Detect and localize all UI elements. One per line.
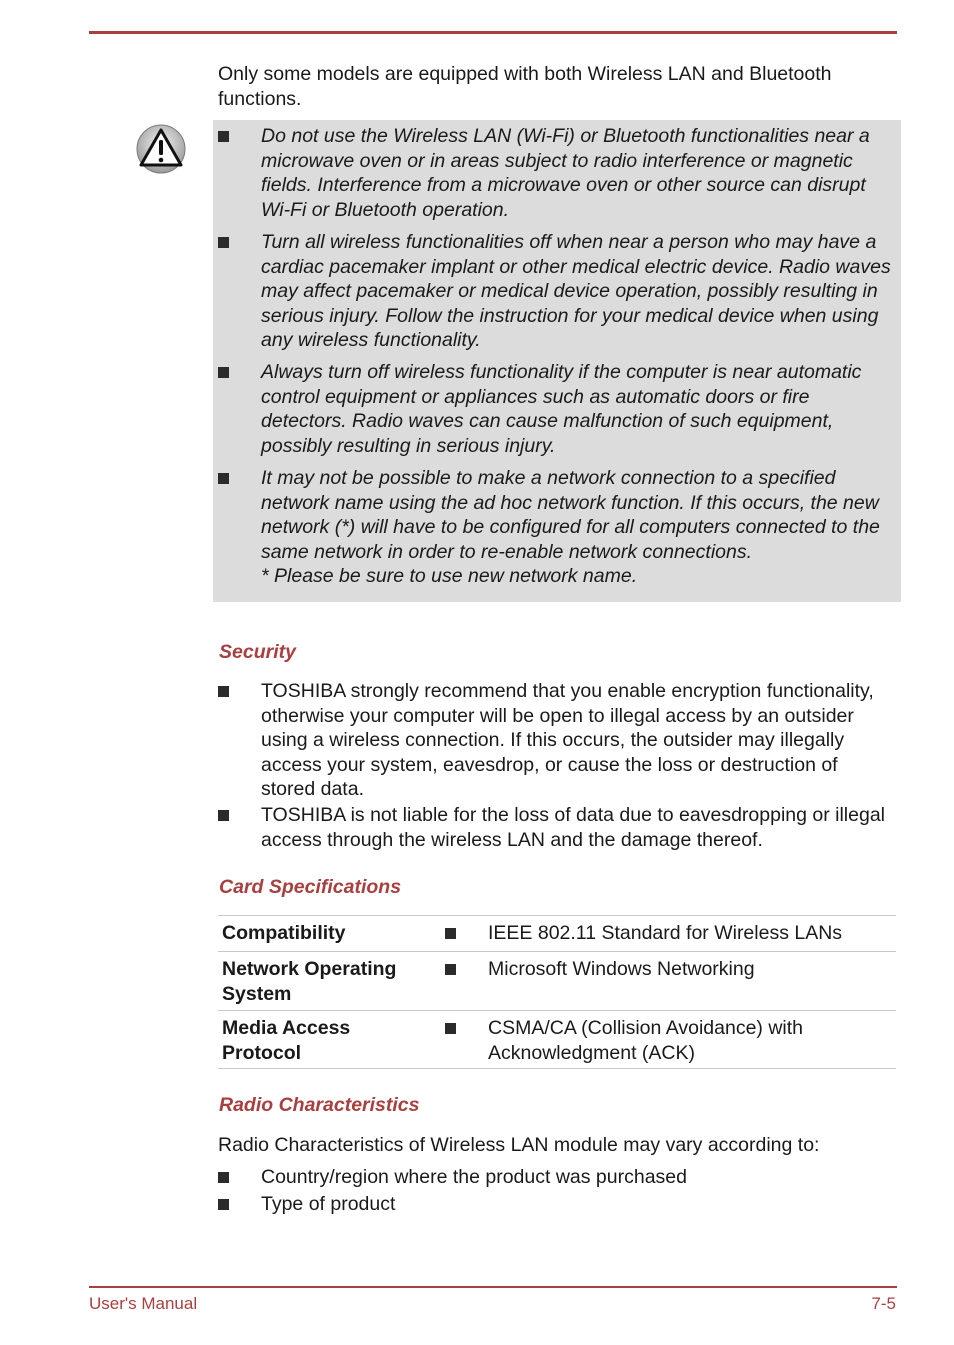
radio-characteristics-heading: Radio Characteristics xyxy=(219,1094,420,1116)
security-heading: Security xyxy=(219,641,296,663)
table-row xyxy=(218,951,896,1010)
card-specifications-table xyxy=(218,915,896,1069)
spec-value: CSMA/CA (Collision Avoidance) with Acknowledgment (ACK) xyxy=(488,1016,888,1065)
warning-item: Turn all wireless functionalities off when near a person who may have a cardiac pacemaker implant or other medical electric device. Radio waves may affect pacemaker or medical device operation, possibly resulting in serious injury. Follow the instruction for your medical device when using any wireless functionality. xyxy=(261,230,897,353)
bullet-square-icon xyxy=(218,1172,229,1183)
warning-item: It may not be possible to make a network connection to a specified network name using the ad hoc network function. If this occurs, the new network (*) will have to be configured for all computers connected to the same network in order to re-enable network connections. * Please be sure to use new network name. xyxy=(261,466,897,589)
radio-item: Type of product xyxy=(261,1192,897,1217)
spec-value: IEEE 802.11 Standard for Wireless LANs xyxy=(488,921,888,946)
bullet-square-icon xyxy=(218,367,229,378)
warning-item: Do not use the Wireless LAN (Wi-Fi) or Bluetooth functionalities near a microwave oven or in areas subject to radio interference or magnetic fields. Interference from a microwave oven or other source can disrupt Wi-Fi or Bluetooth operation. xyxy=(261,124,897,222)
footer-rule xyxy=(89,1286,897,1288)
bullet-square-icon xyxy=(218,686,229,697)
table-row xyxy=(218,915,896,951)
spec-key: Compatibility xyxy=(222,922,346,944)
header-rule xyxy=(89,31,897,34)
security-item: TOSHIBA strongly recommend that you enable encryption functionality, otherwise your computer will be open to illegal access by an outsider using a wireless connection. If this occurs, the outsider may illegally access your system, eavesdrop, or cause the loss or destruction of stored data. xyxy=(261,679,897,802)
bullet-square-icon xyxy=(445,964,456,975)
spec-value: Microsoft Windows Networking xyxy=(488,957,888,982)
radio-item: Country/region where the product was purchased xyxy=(261,1165,897,1190)
table-row xyxy=(218,1010,896,1069)
spec-key: Media Access Protocol xyxy=(222,1017,351,1064)
radio-intro: Radio Characteristics of Wireless LAN module may vary according to: xyxy=(218,1134,820,1156)
bullet-square-icon xyxy=(218,131,229,142)
footer-title: User's Manual xyxy=(89,1294,198,1313)
bullet-square-icon xyxy=(218,1199,229,1210)
intro-paragraph: Only some models are equipped with both Wireless LAN and Bluetooth functions. xyxy=(218,63,832,110)
warning-triangle-icon xyxy=(136,124,186,174)
bullet-square-icon xyxy=(445,1023,456,1034)
spec-key: Network Operating System xyxy=(222,958,397,1005)
page-number: 7-5 xyxy=(871,1294,896,1313)
bullet-square-icon xyxy=(218,473,229,484)
bullet-square-icon xyxy=(218,237,229,248)
warning-note: * Please be sure to use new network name. xyxy=(261,565,638,587)
bullet-square-icon xyxy=(445,928,456,939)
warning-box xyxy=(213,120,901,602)
warning-item: Always turn off wireless functionality if the computer is near automatic control equipment or appliances such as automatic doors or fire detectors. Radio waves can cause malfunction of such equipment, possibly resulting in serious injury. xyxy=(261,360,897,458)
security-item: TOSHIBA is not liable for the loss of data due to eavesdropping or illegal access through the wireless LAN and the damage thereof. xyxy=(261,803,897,852)
bullet-square-icon xyxy=(218,810,229,821)
card-specifications-heading: Card Specifications xyxy=(219,876,402,898)
